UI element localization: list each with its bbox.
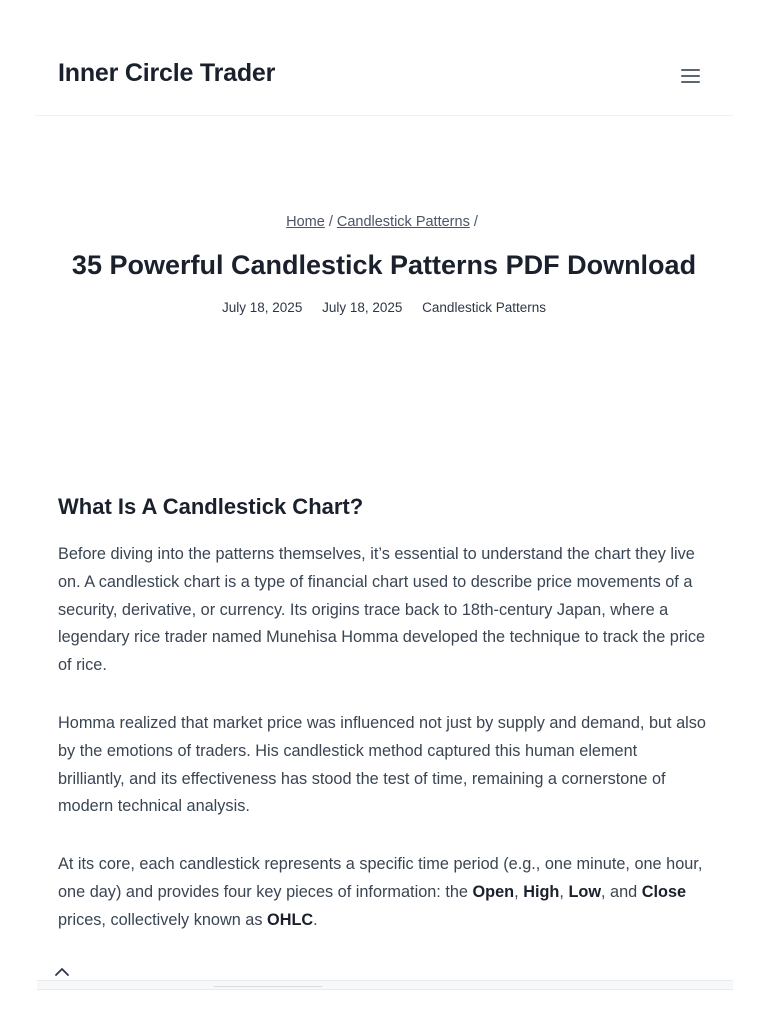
term-close: Close (641, 882, 687, 901)
category-link[interactable]: Candlestick Patterns (422, 300, 546, 315)
site-title[interactable]: Inner Circle Trader (58, 59, 276, 87)
breadcrumb (0, 212, 768, 232)
published-date: July 18, 2025 (222, 300, 303, 315)
breadcrumb-separator: / (473, 214, 478, 230)
term-open: Open (472, 882, 515, 901)
paragraph-text: , (514, 882, 524, 901)
term-high: High (523, 882, 560, 901)
paragraph (58, 851, 708, 934)
paragraph-text: , (559, 882, 569, 901)
term-low: Low (568, 882, 601, 901)
paragraph-text: , and (601, 882, 642, 901)
site-header (35, 0, 733, 116)
section-heading: What Is A Candlestick Chart? (58, 494, 364, 519)
hamburger-menu-icon (681, 69, 700, 71)
menu-button[interactable] (680, 66, 702, 86)
paragraph: Before diving into the patterns themselves, it’s essential to understand the chart they live on. A candlestick chart is a type of financial chart used to describe price movements of a security, derivative, or currency. Its origins trace back to 18th-century Japan, where a legendary rice trader named Munehisa Homma developed the technique to track the price of rice. (58, 545, 706, 675)
updated-date: July 18, 2025 (322, 300, 403, 315)
article-content (58, 490, 708, 965)
breadcrumb-separator: / (328, 214, 333, 230)
breadcrumb-home-link[interactable]: Home (286, 214, 325, 230)
bottom-scrollbar[interactable] (37, 980, 733, 990)
paragraph-text: At its core, each candlestick represents a specific time period (e.g., one minute, one hour, one day) and provides four key pieces of information: the (58, 855, 703, 901)
chevron-up-icon (52, 962, 72, 982)
paragraph-text: . (313, 910, 318, 929)
scrollbar-thumb[interactable] (214, 986, 322, 987)
hamburger-menu-icon-bar (681, 81, 700, 83)
paragraph: Homma realized that market price was influenced not just by supply and demand, but also by the emotions of traders. His candlestick method captured this human element brilliantly, and its effectiveness has stood the test of time, remaining a cornerstone of modern technical analysis. (58, 713, 706, 816)
breadcrumb-category-link[interactable]: Candlestick Patterns (336, 214, 470, 230)
scroll-to-top-button[interactable] (52, 962, 72, 982)
hamburger-menu-icon-bar (681, 75, 700, 77)
page-title: 35 Powerful Candlestick Patterns PDF Download (71, 250, 697, 280)
paragraph-text: prices, collectively known as (58, 910, 268, 929)
entry-meta (0, 299, 768, 317)
term-ohlc: OHLC (267, 910, 314, 929)
